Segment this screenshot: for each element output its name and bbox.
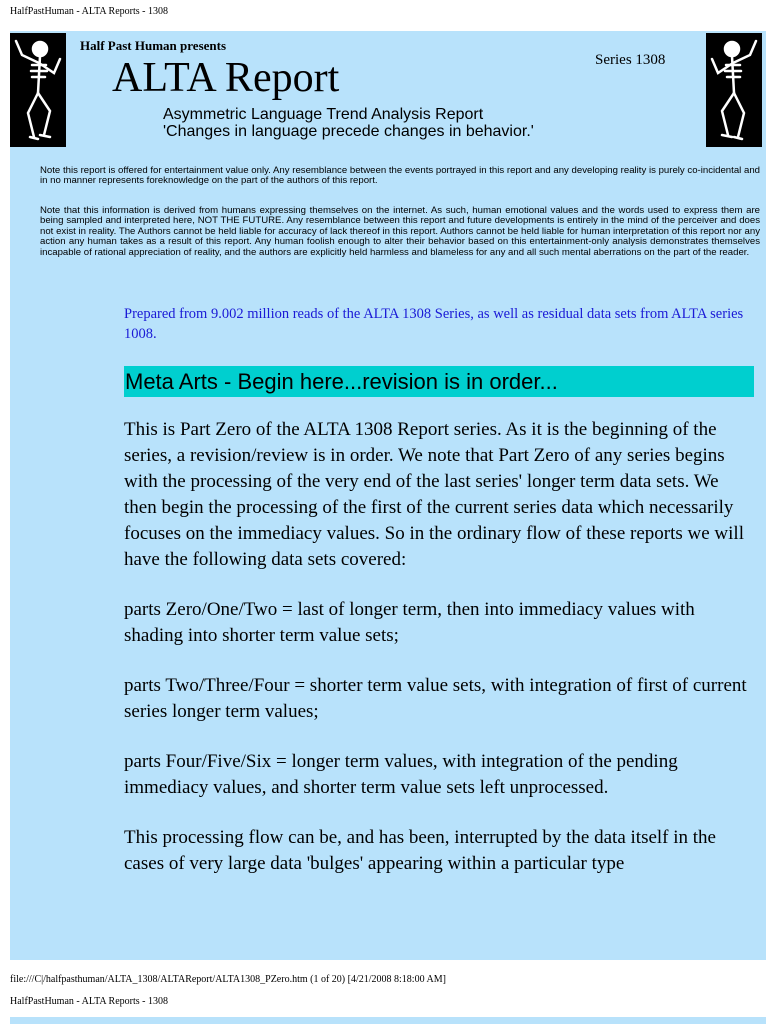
skeleton-left-graphic	[10, 33, 66, 147]
paragraph: This is Part Zero of the ALTA 1308 Report series. As it is the beginning of the series, a revision/review is in order. We note that Part Zero of any series begins with the processing of the very end of the last series' longer term data sets. We then begin the processing of the first of the current series data which necessarily focuses on the immediacy values. So in the ordinary flow of these reports we will have the following data sets covered:	[124, 419, 744, 570]
paragraph: parts Two/Three/Four = shorter term value sets, with integration of first of current series longer term values;	[124, 675, 747, 722]
disclaimer-entertainment: Note this report is offered for entertainment value only. Any resemblance between the events portrayed in this report and any developing reality is purely co-incidental and in no manner represents foreknowledge on the part of the authors of this report.	[40, 165, 760, 187]
disclaimer-liability: Note that this information is derived from humans expressing themselves on the internet. As such, human emotional values and the words used to express them are being sampled and interpreted here, NOT THE FUTURE. Any resemblance between this report and future developments is entirely in the mind of the perceiver and does not exist in reality. The Authors cannot be held liable for accuracy of lack thereof in this report. Authors cannot be held liable for human interpretation of this report nor any action any human takes as a result of this report. Any human foolish enough to alter their behavior based on this entertainment-only analysis demonstrates themselves incapable of rational appreciation of reality, and the authors are explicitly held harmless and blameless for any and all such mental aberrations on the part of the reader.	[40, 205, 760, 258]
subtitle-line-2: 'Changes in language precede changes in behavior.'	[163, 123, 534, 140]
subtitle-line-1: Asymmetric Language Trend Analysis Report	[163, 106, 484, 123]
prepared-note: Prepared from 9.002 million reads of the ALTA 1308 Series, as well as residual data sets from ALTA series 1008.	[124, 306, 744, 342]
next-page-edge	[10, 1017, 766, 1024]
print-footer: file:///C|/halfpasthuman/ALTA_1308/ALTAReport/ALTA1308_PZero.htm (1 of 20) [4/21/2008 8:18:00 AM]	[10, 974, 446, 985]
dancing-skeleton-icon	[10, 33, 66, 147]
paragraph: parts Zero/One/Two = last of longer term, then into immediacy values with shading into shorter term value sets;	[124, 599, 695, 646]
dancing-skeleton-icon	[706, 33, 762, 147]
report-banner	[10, 31, 766, 149]
report-subtitle	[163, 106, 534, 140]
print-header: HalfPastHuman - ALTA Reports - 1308	[10, 6, 168, 17]
series-label: Series 1308	[595, 52, 666, 68]
skeleton-right-graphic	[706, 33, 762, 147]
paragraph: parts Four/Five/Six = longer term values, with integration of the pending immediacy values, and shorter term value sets left unprocessed.	[124, 751, 678, 798]
section-heading: Meta Arts - Begin here...revision is in order...	[124, 366, 754, 397]
report-body	[124, 417, 754, 901]
presents-label: Half Past Human presents	[80, 38, 227, 53]
print-header-next-page: HalfPastHuman - ALTA Reports - 1308	[10, 996, 168, 1007]
paragraph: This processing flow can be, and has been, interrupted by the data itself in the cases of very large data 'bulges' appearing within a particular type	[124, 827, 716, 874]
report-title: ALTA Report	[112, 55, 340, 101]
report-page	[10, 31, 766, 960]
